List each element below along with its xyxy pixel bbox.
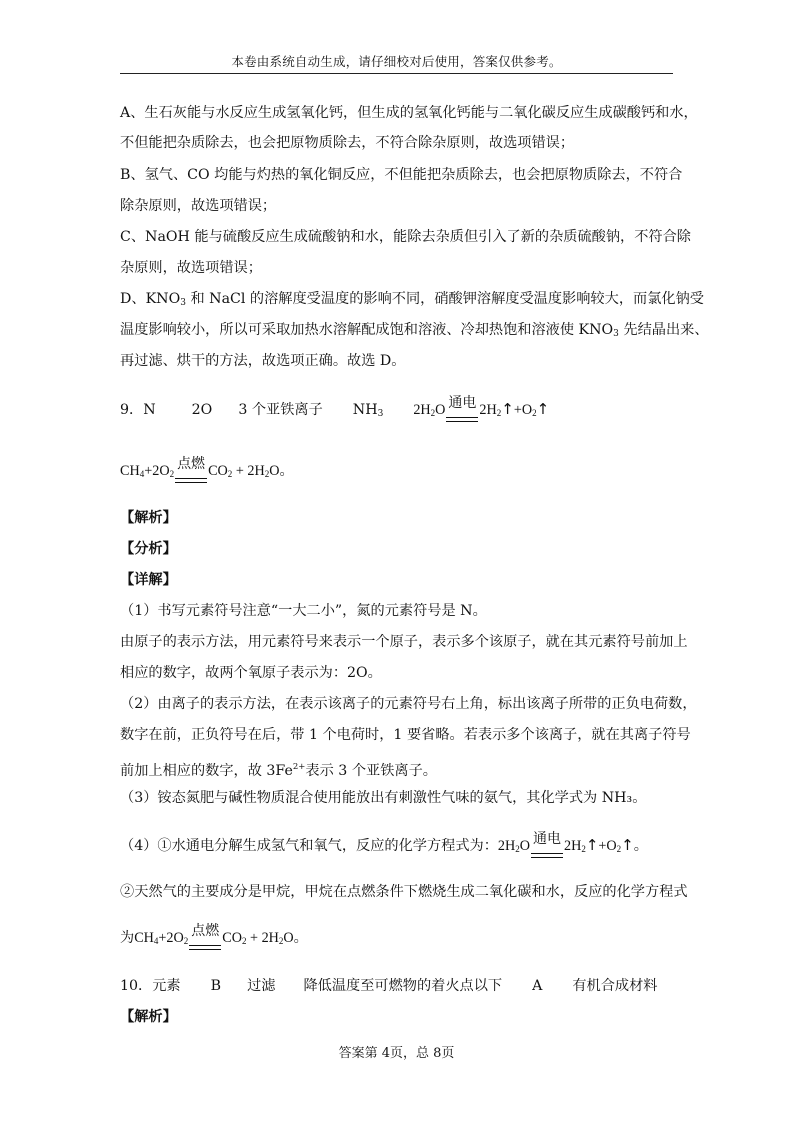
page-footer: 答案第 4页，总 8页 xyxy=(338,1046,455,1061)
page-header: 本卷由系统自动生成，请仔细校对后使用，答案仅供参考。 xyxy=(231,54,562,69)
q9-answer-4: NH xyxy=(352,402,378,418)
q8-option-d-line2: 温度影响较小，所以可采取加热水溶解配成饱和溶液、冷却热饱和溶液使 $KNO_3$ 先结晶出来、 xyxy=(120,322,709,339)
equation-methane-combustion-2: $CH_4+2O_2$ 点燃 $CO_2 + 2H_2O$ xyxy=(134,928,293,951)
q8-option-c-line1: C、NaOH 能与硫酸反应生成硫酸钠和水，能除去杂质但引入了新的杂质硫酸钠，不符合除 xyxy=(120,229,691,245)
q9-detail-p7: （3）铵态氮肥与碱性物质混合使用能放出有刺激性气味的氨气，其化学式为 NH₃。 xyxy=(120,790,647,806)
q9-answer-1: 9．N xyxy=(120,402,156,418)
q8-option-b-line2: 除杂原则，故选项错误； xyxy=(120,198,277,214)
equation-water-electrolysis-2: $2H_2O$ 通电 $2H_2↑+O_2↑$ xyxy=(498,835,634,859)
q9-detail-p9: ②天然气的主要成分是甲烷，甲烷在点燃条件下燃烧生成二氧化碳和水，反应的化学方程式 xyxy=(120,884,688,900)
q9-detail-p4: （2）由离子的表示方法，在表示该离子的元素符号右上角，标出该离子所带的正负电荷数， xyxy=(120,696,697,712)
header-rule xyxy=(120,73,673,74)
equation-methane-combustion: $CH_4+2O_2$ 点燃 $CO_2 + 2H_2O$ xyxy=(120,461,279,484)
q9-detail-p8: （4）①水通电分解生成氢气和氧气，反应的化学方程式为：$2H_2O$ 通电 $2H_2↑+O_2↑$。 xyxy=(120,835,648,859)
equation-water-electrolysis: $2H_2O$ 通电 $2H_2↑+O_2↑$ xyxy=(413,399,549,423)
q9-detail-heading: 【详解】 xyxy=(120,572,177,588)
q9-detail-p2: 由原子的表示方法，用元素符号来表示一个原子，表示多个该原子，就在其元素符号前加上 xyxy=(120,634,688,650)
q8-option-c-line2: 杂原则，故选项错误； xyxy=(120,260,262,276)
q9-analysis-heading: 【解析】 xyxy=(120,510,177,526)
q9-answer-2: 2O xyxy=(191,402,213,418)
q9-answer-line: 9．N 2O 3 个亚铁离子 $NH_3$ $2H_2O$ 通电 $2H_2↑+O_2↑$ xyxy=(120,399,549,424)
q9-methane-equation: $CH_4+2O_2$ 点燃 $CO_2 + 2H_2O$。 xyxy=(120,461,294,484)
q9-detail-p10: 为$CH_4+2O_2$ 点燃 $CO_2 + 2H_2O$。 xyxy=(120,928,308,951)
q10-analysis-heading: 【解析】 xyxy=(120,1009,177,1025)
q9-detail-p5: 数字在前，正负符号在后，带 1 个电荷时，1 要省略。若表示多个该离子，就在其离子符号 xyxy=(120,727,691,743)
q9-detail-p3: 相应的数字，故两个氧原子表示为：2O。 xyxy=(120,665,382,681)
q9-detail-p1: （1）书写元素符号注意“一大二小”，氮的元素符号是 N。 xyxy=(120,603,487,619)
q8-option-d-line3: 再过滤、烘干的方法，故选项正确。故选 D。 xyxy=(120,353,406,369)
q9-detail-p6: 前加上相应的数字，故 $3Fe^{2+}$表示 3 个亚铁离子。 xyxy=(120,762,437,779)
q9-fenxi-heading: 【分析】 xyxy=(120,541,177,557)
q8-option-b-line1: B、氢气、CO 均能与灼热的氧化铜反应，不但能把杂质除去，也会把原物质除去，不符合 xyxy=(120,167,683,183)
q8-option-a-line1: A、生石灰能与水反应生成氢氧化钙，但生成的氢氧化钙能与二氧化碳反应生成碳酸钙和水， xyxy=(120,105,698,121)
q10-answer-line: 10．元素 B 过滤 降低温度至可燃物的着火点以下 A 有机合成材料 xyxy=(120,978,658,994)
q9-answer-3: 3 个亚铁离子 xyxy=(238,402,323,418)
q8-option-d-line1: D、$KNO_3$ 和 NaCl 的溶解度受温度的影响不同，硝酸钾溶解度受温度影响较大，而氯化钠受 xyxy=(120,291,704,308)
q8-option-a-line2: 不但能把杂质除去，也会把原物质除去，不符合除杂原则，故选项错误； xyxy=(120,135,575,151)
